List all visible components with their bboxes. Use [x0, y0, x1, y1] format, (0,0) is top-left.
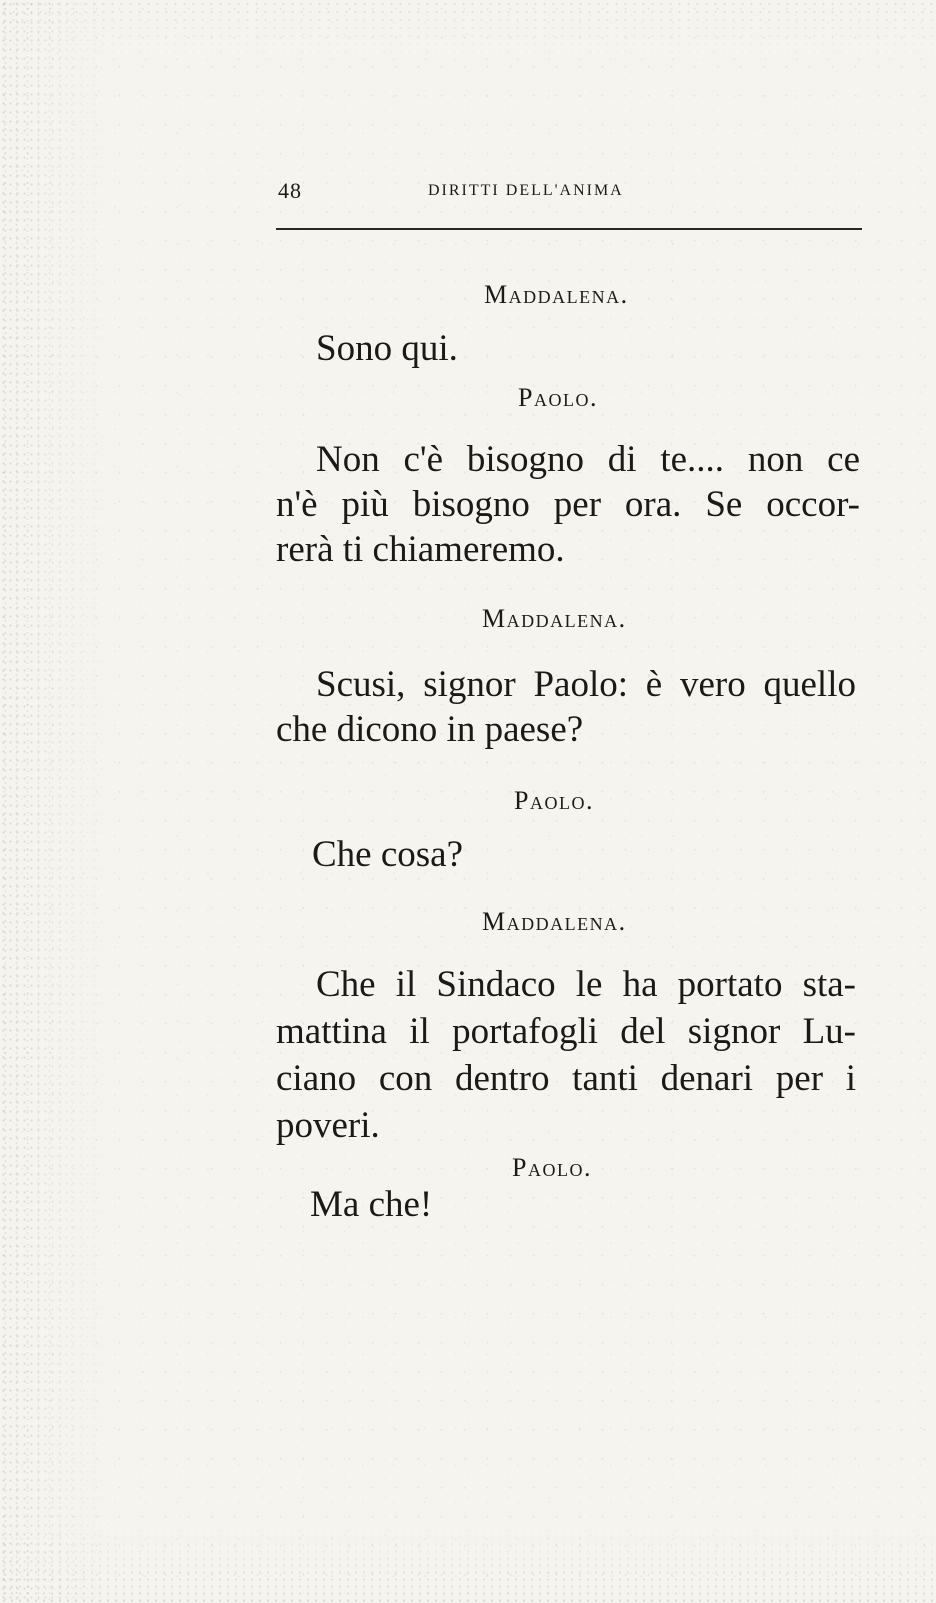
dialogue-line: rerà ti chiameremo. [276, 529, 565, 570]
dialogue-line: poveri. [276, 1105, 380, 1146]
paper-speckle-bottom [0, 1513, 936, 1603]
speaker-name: Paolo. [518, 383, 598, 412]
paper-speckle-top [0, 0, 936, 70]
dialogue-line: che dicono in paese? [276, 709, 584, 750]
paper-speckle-left [0, 0, 120, 1603]
dialogue-line: Che cosa? [312, 834, 464, 875]
dialogue-line: n'è più bisogno per ora. Se occor- [276, 484, 860, 525]
dialogue-line: Non c'è bisogno di te.... non ce [316, 439, 860, 480]
speaker-name: Paolo. [512, 1153, 592, 1182]
page-header [278, 178, 862, 208]
dialogue-line: Sono qui. [316, 328, 458, 369]
dialogue-line: Che il Sindaco le ha portato sta- [316, 964, 856, 1005]
speaker-name: Maddalena. [482, 604, 627, 633]
header-rule [276, 228, 862, 230]
dialogue-line: Scusi, signor Paolo: è vero quello [316, 664, 856, 705]
dialogue-line: mattina il portafogli del signor Lu- [276, 1011, 856, 1052]
running-title: DIRITTI DELL'ANIMA [428, 182, 624, 199]
dialogue-line: ciano con dentro tanti denari per i [276, 1058, 856, 1099]
speaker-name: Maddalena. [482, 907, 627, 936]
dialogue-line: Ma che! [310, 1184, 433, 1225]
speaker-name: Maddalena. [484, 280, 629, 309]
speaker-name: Paolo. [514, 786, 594, 815]
page-number: 48 [278, 178, 302, 203]
